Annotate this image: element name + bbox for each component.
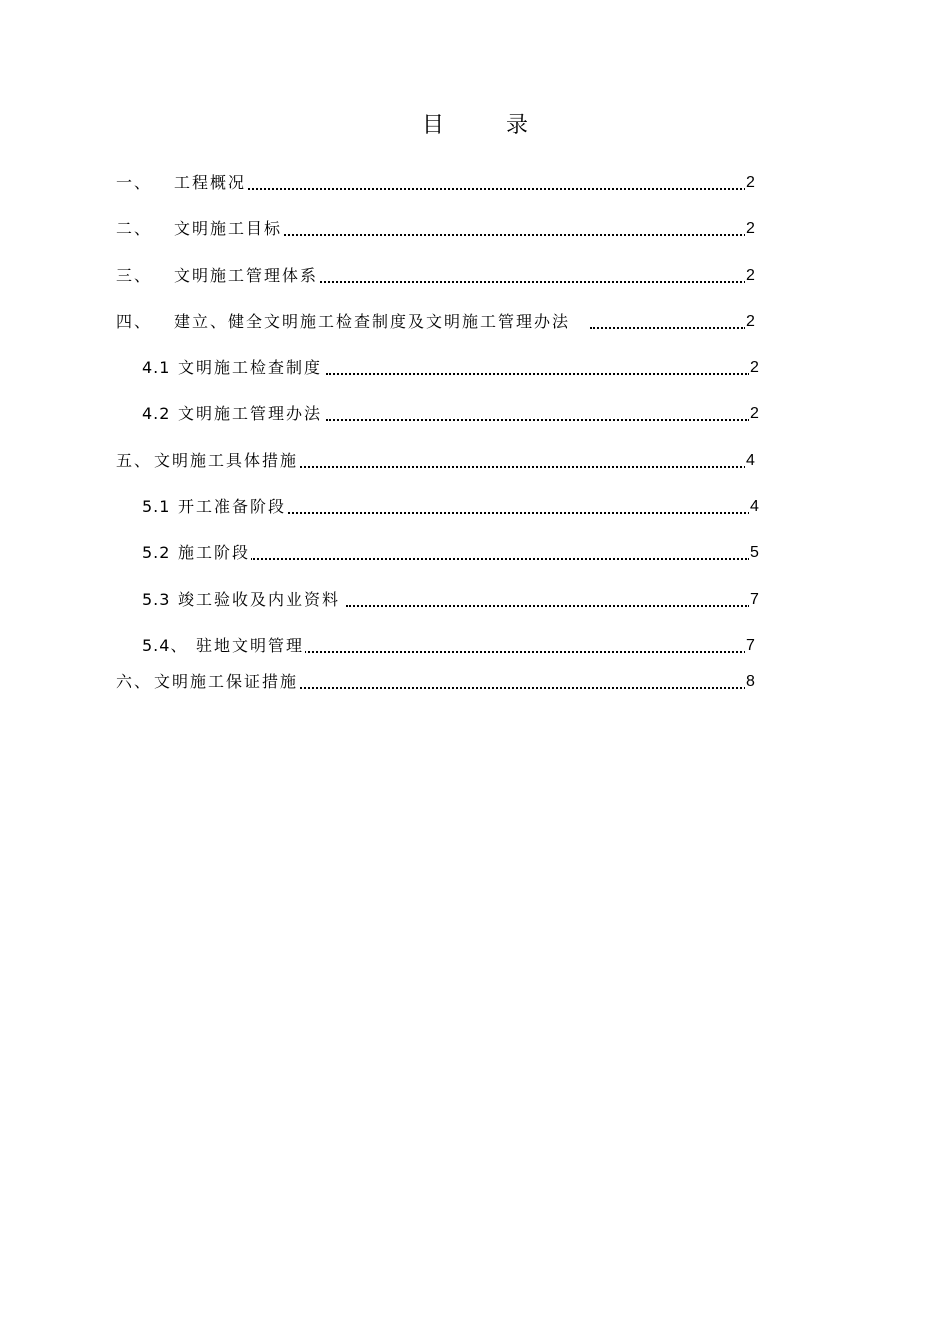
toc-entry-label: 文明施工管理办法: [178, 402, 323, 426]
toc-entry-number: 5.3: [142, 590, 171, 609]
toc-dot-leader: [280, 234, 746, 236]
toc-entry-label: 开工准备阶段: [178, 495, 287, 519]
toc-entry-page: 4: [749, 495, 759, 519]
toc-entry-page: 2: [745, 264, 755, 288]
toc-entry-number: 一、: [116, 173, 153, 192]
toc-entry[interactable]: [0, 634, 950, 658]
toc-dot-leader: [346, 605, 750, 607]
toc-title-char-2: 录: [506, 113, 529, 138]
toc-entry[interactable]: [0, 356, 950, 380]
toc-dot-leader: [320, 281, 746, 283]
toc-entry-page: 8: [745, 670, 755, 694]
toc-entry-number: 四、: [116, 312, 153, 331]
toc-entry-label: 工程概况: [174, 171, 247, 195]
toc-dot-leader: [250, 558, 750, 560]
toc-entry[interactable]: [0, 495, 950, 519]
toc-entry-page: 7: [745, 634, 755, 658]
toc-dot-leader: [288, 512, 750, 514]
toc-entry-number: 5.2: [142, 543, 171, 562]
toc-entry-label: 竣工验收及内业资料: [178, 588, 341, 612]
toc-dot-leader: [300, 466, 746, 468]
toc-entry-page: 2: [745, 171, 755, 195]
toc-entry-page: 4: [745, 449, 755, 473]
toc-dot-leader: [300, 687, 746, 689]
toc-entry-label: 文明施工管理体系: [174, 264, 319, 288]
toc-entry[interactable]: [0, 402, 950, 426]
toc-entry-number: 4.1: [142, 358, 171, 377]
toc-entry-label: 文明施工具体措施: [154, 449, 299, 473]
toc-entry-page: 2: [749, 356, 759, 380]
toc-entry-label: 文明施工目标: [174, 217, 283, 241]
toc-entry-label: 建立、健全文明施工检查制度及文明施工管理办法: [174, 310, 571, 334]
toc-entry[interactable]: [0, 310, 950, 334]
toc-entry[interactable]: [0, 541, 950, 565]
toc-entry-label: 文明施工检查制度: [178, 356, 323, 380]
toc-title: [0, 108, 950, 139]
toc-entry-page: 7: [749, 588, 759, 612]
toc-dot-leader: [326, 419, 750, 421]
toc-entry[interactable]: [0, 588, 950, 612]
toc-entry[interactable]: [0, 217, 950, 241]
toc-entry[interactable]: [0, 449, 950, 473]
toc-title-char-1: 目: [421, 113, 444, 138]
toc-entry-number: 5.4、: [142, 636, 188, 655]
toc-entry-page: 5: [749, 541, 759, 565]
toc-entry[interactable]: [0, 670, 950, 694]
toc-entry[interactable]: [0, 264, 950, 288]
toc-entry-label: 文明施工保证措施: [154, 670, 299, 694]
toc-entry-number: 三、: [116, 266, 153, 285]
toc-entry-number: 二、: [116, 219, 153, 238]
toc-entry-number: 5.1: [142, 497, 171, 516]
toc-dot-leader: [240, 188, 746, 190]
toc-dot-leader: [590, 327, 746, 329]
toc-entry-page: 2: [745, 217, 755, 241]
toc-entry-label: 驻地文明管理: [196, 634, 305, 658]
toc-entry-page: 2: [745, 310, 755, 334]
toc-entry-number: 六、: [116, 672, 153, 691]
toc-entry-number: 4.2: [142, 404, 171, 423]
toc-entry-number: 五、: [116, 451, 153, 470]
toc-entry-label: 施工阶段: [178, 541, 251, 565]
toc-entry-page: 2: [749, 402, 759, 426]
toc-dot-leader: [326, 373, 750, 375]
toc-entry[interactable]: [0, 171, 950, 195]
toc-dot-leader: [304, 651, 746, 653]
